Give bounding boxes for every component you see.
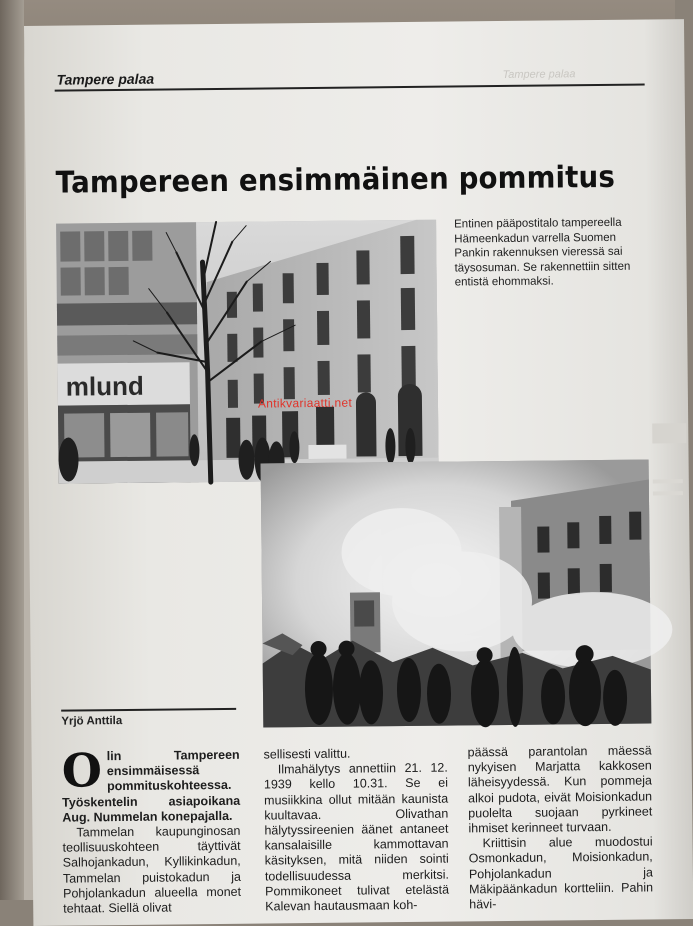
watermark: Antikvariaatti.net [257, 395, 353, 411]
section-label: Tampere palaa [56, 70, 155, 88]
article-paragraph: päässä parantolan mäessä nykyisen Marjatta kakkosen läheisyydessä. Kun pommeja alkoi pudota, eivät Moisionkadun puolelta suojaan pyrkineet ihmiset kerinneet turvaan. [467, 743, 653, 836]
shop-sign: mlund [65, 370, 144, 402]
bleedthrough-label: Tampere palaa [502, 68, 576, 81]
author-rule [61, 708, 236, 712]
photo-bombing-aftermath [261, 459, 652, 727]
article-headline: Tampereen ensimmäinen pommitus [55, 159, 616, 201]
author-byline: Yrjö Anttila [61, 715, 123, 728]
article-lead: lin Tampereen ensimmäisessä pommituskohteessa. Työskentelin asiapoikana Aug. Nummelan konepajalla. [62, 747, 241, 825]
photo-street-building [56, 220, 439, 484]
article-paragraph: Kriittisin alue muodostui Osmonkadun, Moisionkadun, Pohjolankadun ja Mäkipäänkadun kortteliin. Pahin hävi- [468, 834, 654, 912]
article-column-3 [468, 743, 654, 912]
photo-caption: Entinen pääpostitalo tampereella Hämeenkadun varrella Suomen Pankin rakennuksen vieressä sai täysosuman. Se rakennettiin sitten entistä ehommaksi. [454, 216, 631, 289]
article-paragraph: Ilmahälytys annettiin 21. 12. 1939 kello 10.31. Se ei musiikkina ollut mitään kaunista kuultavaa. Olivathan hälytyssireenien äänet antaneet kansalaisille kammottavan käsityksen, mitä niiden sointi todellisuudessa merkitsi. Pommikoneet tulivat etelästä Kalevan hautausmaan koh- [263, 760, 450, 914]
magazine-page [24, 19, 693, 926]
article-paragraph: sellisesti valittu. [263, 746, 351, 762]
drop-cap: O [61, 743, 103, 798]
article-column-1 [61, 743, 242, 917]
article-paragraph: Tammelan kaupunginosan teollisuuskohteen täyttivät Salhojankadun, Kyllikinkadun, Tammelan puistokadun ja Pohjolankadun alueella monet tehtaat. Siellä olivat [62, 823, 242, 916]
bleedthrough-text [648, 419, 691, 679]
article-column-2 [264, 746, 450, 915]
book-gutter [0, 0, 24, 900]
